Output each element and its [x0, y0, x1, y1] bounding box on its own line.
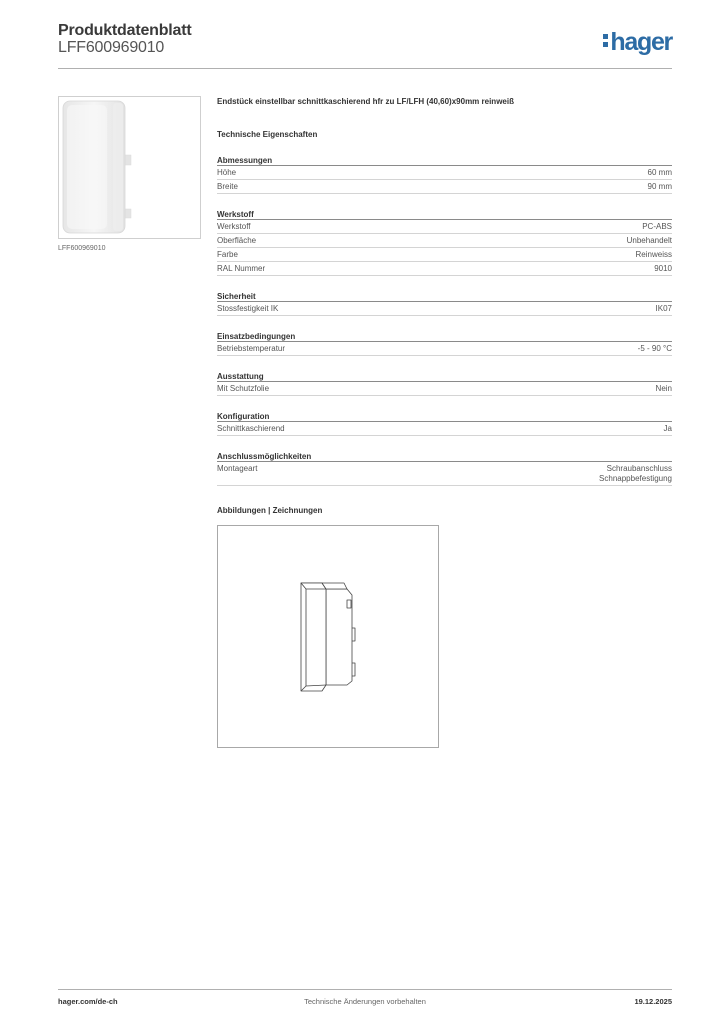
spec-value: Unbehandelt	[626, 236, 672, 245]
spec-row	[217, 342, 672, 356]
footer-divider	[58, 989, 672, 990]
spec-value: 90 mm	[647, 182, 672, 191]
spec-row	[217, 302, 672, 316]
spec-value: -5 - 90 °C	[637, 344, 672, 353]
photo-caption: LFF600969010	[58, 245, 106, 252]
logo-text: hager	[610, 28, 672, 56]
spec-group-operating-conditions	[217, 331, 672, 356]
footer-website-link[interactable]: hager.com/de-ch	[58, 997, 118, 1006]
spec-group-dimensions	[217, 155, 672, 194]
spec-group-title: Abmessungen	[217, 155, 672, 166]
end-cap-drawing-icon	[218, 526, 438, 747]
spec-value: Reinweiss	[635, 250, 672, 259]
header-divider	[58, 68, 672, 69]
product-image-column	[58, 96, 201, 252]
spec-label: Farbe	[217, 250, 238, 259]
spec-group-title: Ausstattung	[217, 371, 672, 382]
hager-logo	[603, 28, 672, 56]
footer-date: 19.12.2025	[634, 997, 672, 1006]
technical-properties-heading: Technische Eigenschaften	[217, 130, 318, 139]
spec-value: Ja	[663, 424, 672, 433]
end-cap-photo-icon	[59, 97, 200, 238]
spec-group-title: Anschlussmöglichkeiten	[217, 451, 672, 462]
drawings-heading: Abbildungen | Zeichnungen	[217, 506, 323, 515]
spec-value: Nein	[655, 384, 672, 393]
spec-row	[217, 166, 672, 180]
spec-value: IK07	[655, 304, 672, 313]
spec-value: 9010	[654, 264, 672, 273]
page-footer	[58, 997, 672, 1009]
spec-label: Werkstoff	[217, 222, 251, 231]
spec-group-title: Konfiguration	[217, 411, 672, 422]
spec-group-connection-options	[217, 451, 672, 486]
document-title: Produktdatenblatt	[58, 22, 192, 39]
spec-row	[217, 382, 672, 396]
spec-group-safety	[217, 291, 672, 316]
spec-row	[217, 248, 672, 262]
product-details	[217, 96, 672, 748]
article-number: LFF600969010	[58, 39, 165, 56]
product-photo	[58, 96, 201, 239]
spec-group-configuration	[217, 411, 672, 436]
spec-value-multi	[599, 464, 672, 484]
spec-label: Stossfestigkeit IK	[217, 304, 279, 313]
spec-label: Betriebstemperatur	[217, 344, 286, 353]
spec-row	[217, 262, 672, 276]
spec-row	[217, 220, 672, 234]
spec-row	[217, 462, 672, 486]
footer-notice: Technische Änderungen vorbehalten	[304, 997, 426, 1006]
spec-group-title: Sicherheit	[217, 291, 672, 302]
page-header	[58, 22, 672, 68]
spec-label: Breite	[217, 182, 238, 191]
spec-group-equipment	[217, 371, 672, 396]
spec-label: Höhe	[217, 168, 237, 177]
spec-label: Mit Schutzfolie	[217, 384, 270, 393]
spec-group-title: Einsatzbedingungen	[217, 331, 672, 342]
product-drawing	[217, 525, 439, 748]
spec-value: Schraubanschluss	[606, 464, 672, 473]
spec-row	[217, 180, 672, 194]
spec-value: 60 mm	[647, 168, 672, 177]
spec-row	[217, 422, 672, 436]
spec-label: Montageart	[217, 464, 258, 473]
spec-value: Schnappbefestigung	[599, 474, 672, 483]
spec-group-title: Werkstoff	[217, 209, 672, 220]
logo-colon-icon	[603, 28, 608, 48]
spec-label: Oberfläche	[217, 236, 257, 245]
product-name: Endstück einstellbar schnittkaschierend hfr zu LF/LFH (40,60)x90mm reinweiß	[217, 97, 514, 106]
spec-label: Schnittkaschierend	[217, 424, 285, 433]
spec-row	[217, 234, 672, 248]
spec-group-material	[217, 209, 672, 276]
spec-label: RAL Nummer	[217, 264, 266, 273]
spec-value: PC-ABS	[642, 222, 672, 231]
